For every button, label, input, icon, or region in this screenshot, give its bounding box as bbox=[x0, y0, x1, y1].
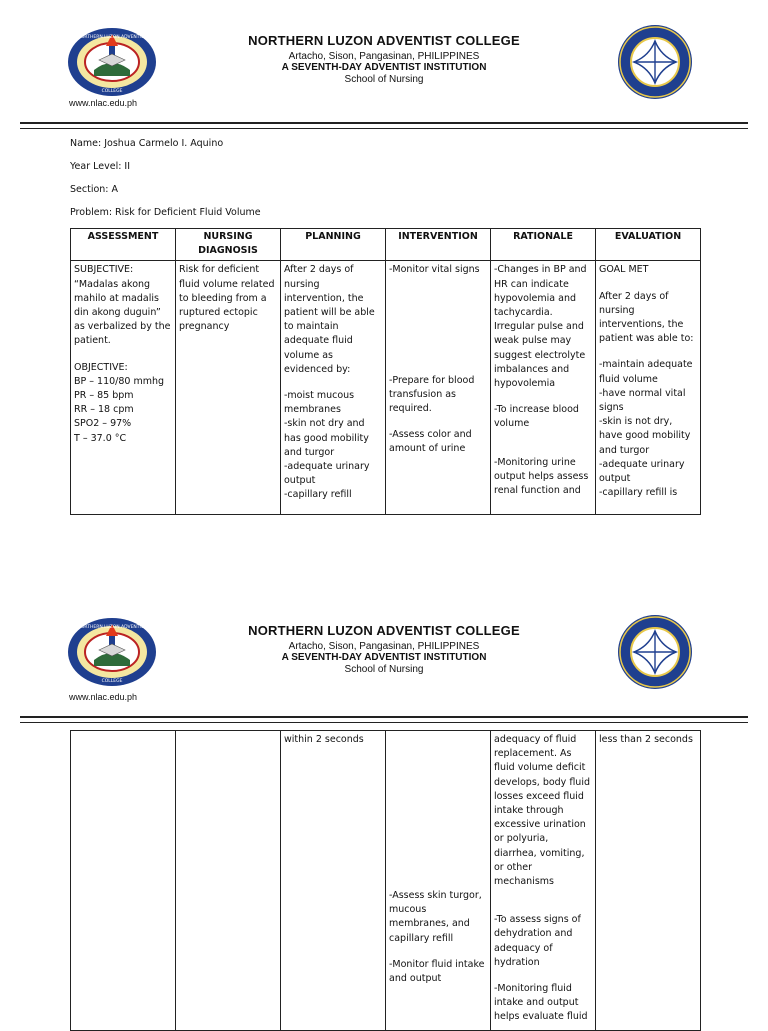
header-evaluation: EVALUATION bbox=[596, 229, 701, 261]
cell-text: RR – 18 cpm bbox=[74, 404, 134, 416]
nursing-seal-logo bbox=[616, 23, 694, 101]
diagnosis-cell bbox=[176, 731, 281, 1031]
college-name: NORTHERN LUZON ADVENTIST COLLEGE bbox=[248, 623, 520, 638]
table-row bbox=[71, 731, 701, 1031]
cell-text: -skin is not dry, have good mobility and turgor bbox=[599, 416, 691, 456]
cell-text: -Assess color and amount of urine bbox=[389, 429, 472, 455]
table-row bbox=[71, 261, 701, 515]
cell-text bbox=[389, 877, 487, 889]
cell-text bbox=[599, 278, 697, 290]
college-name: NORTHERN LUZON ADVENTIST COLLEGE bbox=[248, 33, 520, 48]
cell-text bbox=[389, 757, 487, 769]
cell-text bbox=[389, 946, 487, 958]
cell-text: -Monitor fluid intake and output bbox=[389, 958, 485, 985]
svg-text:NORTHERN LUZON ADVENTIST: NORTHERN LUZON ADVENTIST bbox=[77, 625, 147, 630]
cell-text: GOAL MET bbox=[599, 264, 649, 276]
intervention-cell bbox=[386, 731, 491, 1031]
rationale-cell bbox=[491, 261, 596, 515]
cell-text bbox=[389, 769, 487, 781]
header-assessment: ASSESSMENT bbox=[71, 229, 176, 261]
cell-text bbox=[389, 841, 487, 853]
header-nursing-diagnosis: NURSING DIAGNOSIS bbox=[176, 229, 281, 261]
college-address: Artacho, Sison, Pangasinan, PHILIPPINES bbox=[288, 51, 480, 62]
planning-cell bbox=[281, 731, 386, 1031]
header-planning: PLANNING bbox=[281, 229, 386, 261]
cell-text bbox=[389, 290, 487, 302]
cell-text bbox=[284, 377, 382, 389]
cell-text: -Assess skin turgor, mucous membranes, and capillary refill bbox=[389, 890, 482, 944]
cell-text bbox=[389, 350, 487, 362]
cell-text bbox=[389, 338, 487, 350]
header-rule-thin bbox=[20, 722, 748, 723]
table-header-row bbox=[71, 229, 701, 261]
cell-text: BP – 110/80 mmhg bbox=[74, 375, 165, 387]
year-level: Year Level: II bbox=[70, 161, 131, 172]
cell-text bbox=[74, 349, 172, 361]
problem-statement: Problem: Risk for Deficient Fluid Volume bbox=[70, 207, 261, 218]
cell-text: SUBJECTIVE: bbox=[74, 264, 134, 276]
cell-text bbox=[389, 781, 487, 793]
cell-text: within 2 seconds bbox=[284, 734, 364, 745]
assessment-cell bbox=[71, 261, 176, 515]
institution-type: A SEVENTH-DAY ADVENTIST INSTITUTION bbox=[281, 62, 487, 73]
institution-type: A SEVENTH-DAY ADVENTIST INSTITUTION bbox=[281, 652, 487, 663]
cell-text bbox=[389, 326, 487, 338]
assessment-cell bbox=[71, 731, 176, 1031]
cell-text bbox=[389, 362, 487, 374]
cell-text bbox=[494, 970, 592, 982]
cell-text: -adequate urinary output bbox=[284, 461, 370, 487]
cell-text: SPO2 – 97% bbox=[74, 418, 132, 430]
cell-text bbox=[389, 314, 487, 326]
evaluation-cell bbox=[596, 731, 701, 1031]
planning-cell bbox=[281, 261, 386, 515]
svg-text:NORTHERN LUZON ADVENTIST: NORTHERN LUZON ADVENTIST bbox=[77, 35, 147, 40]
cell-text bbox=[494, 444, 592, 456]
section: Section: A bbox=[70, 184, 119, 195]
cell-text bbox=[494, 901, 592, 913]
college-address: Artacho, Sison, Pangasinan, PHILIPPINES bbox=[288, 641, 480, 652]
cell-text: -adequate urinary output bbox=[599, 458, 685, 485]
svg-text:COLLEGE: COLLEGE bbox=[101, 679, 123, 684]
cell-text: less than 2 seconds bbox=[599, 734, 693, 745]
rationale-cell bbox=[491, 731, 596, 1031]
cell-text: T – 37.0 °C bbox=[74, 432, 127, 444]
school-name: School of Nursing bbox=[344, 74, 424, 85]
cell-text: -Monitor vital signs bbox=[389, 264, 480, 276]
cell-text: -have normal vital signs bbox=[599, 387, 686, 414]
header-rule-thick bbox=[20, 122, 748, 124]
cell-text: -moist mucous membranes bbox=[284, 390, 355, 416]
header-intervention: INTERVENTION bbox=[386, 229, 491, 261]
header-rationale: RATIONALE bbox=[491, 229, 596, 261]
cell-text: After 2 days of nursing intervention, the patient will be able to maintain adequate fluid volume as evidenced by: bbox=[284, 264, 375, 375]
cell-text bbox=[389, 745, 487, 757]
website-url: www.nlac.edu.ph bbox=[69, 692, 138, 702]
evaluation-cell bbox=[596, 261, 701, 515]
website-url: www.nlac.edu.ph bbox=[69, 98, 138, 108]
cell-text: Risk for deficient fluid volume related to bleeding from a ruptured ectopic pregnancy bbox=[179, 264, 275, 333]
header-rule-thin bbox=[20, 128, 748, 129]
cell-text bbox=[389, 793, 487, 805]
cell-text: After 2 days of nursing interventions, the patient was able to: bbox=[599, 290, 694, 345]
cell-text bbox=[389, 853, 487, 865]
cell-text: adequacy of fluid replacement. As fluid volume deficit develops, body fluid losses exceed fluid intake through excessive urination or polyuria, diarrhea, vomiting, or other mechanisms bbox=[494, 734, 591, 888]
diagnosis-cell bbox=[176, 261, 281, 515]
cell-text: -maintain adequate fluid volume bbox=[599, 359, 693, 385]
intervention-cell bbox=[386, 261, 491, 515]
cell-text bbox=[389, 805, 487, 817]
cell-text bbox=[389, 865, 487, 877]
page-gap bbox=[0, 578, 768, 596]
cell-text: -skin not dry and has good mobility and turgor bbox=[284, 418, 369, 458]
cell-text bbox=[389, 733, 487, 745]
cell-text: -Changes in BP and HR can indicate hypovolemia and tachycardia. Irregular pulse and weak pulse may suggest electrolyte imbalances and hypovolemia bbox=[494, 264, 587, 390]
cell-text bbox=[389, 817, 487, 829]
cell-text bbox=[494, 432, 592, 444]
school-name: School of Nursing bbox=[344, 664, 424, 675]
svg-text:COLLEGE: COLLEGE bbox=[101, 89, 123, 94]
cell-text bbox=[389, 278, 487, 290]
cell-text bbox=[389, 829, 487, 841]
nursing-seal-logo bbox=[616, 613, 694, 691]
cell-text: -Prepare for blood transfusion as required. bbox=[389, 374, 475, 415]
cell-text: PR – 85 bpm bbox=[74, 390, 134, 402]
cell-text: “Madalas akong mahilo at madalis din akong duguin” as verbalized by the patient. bbox=[74, 278, 171, 347]
cell-text: -Monitoring urine output helps assess renal function and bbox=[494, 456, 589, 497]
header-rule-thick bbox=[20, 716, 748, 718]
cell-text: -Monitoring fluid intake and output helps evaluate fluid bbox=[494, 983, 588, 1023]
cell-text bbox=[494, 391, 592, 403]
cell-text bbox=[494, 889, 592, 901]
cell-text: OBJECTIVE: bbox=[74, 361, 128, 373]
cell-text bbox=[599, 346, 697, 358]
nursing-care-plan-table-continued bbox=[70, 730, 701, 1031]
cell-text bbox=[389, 302, 487, 314]
nursing-care-plan-table bbox=[70, 228, 701, 515]
cell-text: -To assess signs of dehydration and adequacy of hydration bbox=[494, 914, 581, 968]
cell-text: -capillary refill bbox=[284, 489, 352, 501]
cell-text: -To increase blood volume bbox=[494, 404, 579, 430]
cell-text: -capillary refill is bbox=[599, 487, 678, 499]
cell-text bbox=[389, 416, 487, 428]
student-name: Name: Joshua Carmelo I. Aquino bbox=[70, 138, 224, 149]
